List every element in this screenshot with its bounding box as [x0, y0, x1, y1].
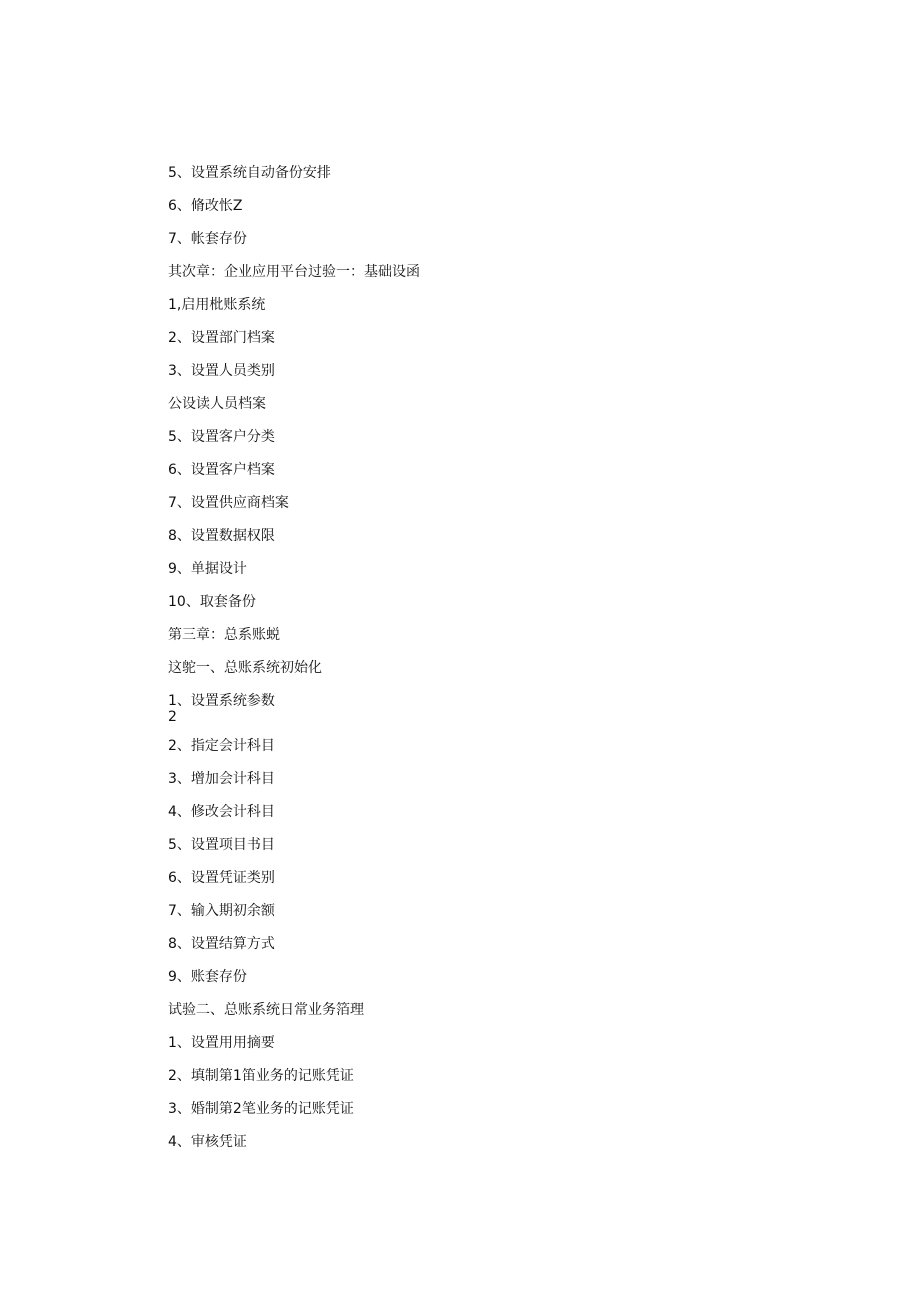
toc-line: 5、设置客户分类	[168, 429, 275, 445]
toc-line: 7、设置供应商档案	[168, 495, 289, 511]
toc-line: 6、设置客户档案	[168, 462, 275, 478]
toc-line: 1、设置用用摘要	[168, 1035, 275, 1051]
toc-section-heading: 试验二、总账系统日常业务箔理	[168, 1002, 364, 1018]
toc-section-heading: 这鸵一、总账系统初始化	[168, 660, 322, 676]
toc-line: 5、设置系统自动备份安排	[168, 165, 331, 181]
toc-line: 2、填制第1笛业务的记账凭证	[168, 1068, 354, 1084]
toc-line: 7、帐套存份	[168, 231, 247, 247]
toc-line: 4、审核凭证	[168, 1134, 247, 1150]
toc-chapter-heading: 第三章：总系账蜕	[168, 627, 280, 643]
toc-line: 8、设置结算方式	[168, 936, 275, 952]
toc-line: 9、单据设计	[168, 561, 247, 577]
toc-line: 6、脩改怅Z	[168, 198, 243, 214]
toc-chapter-heading: 其次章：企业应用平台过验一：基础设函	[168, 264, 420, 280]
table-of-contents	[168, 162, 868, 1164]
toc-line: 7、输入期初余额	[168, 903, 275, 919]
toc-line: 6、设置凭证类别	[168, 870, 275, 886]
toc-line: 10、取套备份	[168, 594, 256, 610]
toc-line: 3、婚制第2笔业务的记账凭证	[168, 1101, 354, 1117]
toc-line: 1,启用枇账系统	[168, 297, 266, 313]
toc-line: 8、设置数据权限	[168, 528, 275, 544]
toc-line: 公设读人员档案	[168, 396, 266, 412]
toc-line: 2、设置部门档案	[168, 330, 275, 346]
toc-line: 9、账套存份	[168, 969, 247, 985]
toc-line: 3、增加会计科目	[168, 771, 275, 787]
toc-line: 4、修改会计科目	[168, 804, 275, 820]
page-number: 2	[168, 709, 177, 725]
toc-line: 2、指定会计科目	[168, 738, 275, 754]
toc-line: 5、设置项目书目	[168, 837, 275, 853]
toc-line: 3、设置人员类别	[168, 363, 275, 379]
toc-line: 1、设置系统参数	[168, 693, 275, 709]
